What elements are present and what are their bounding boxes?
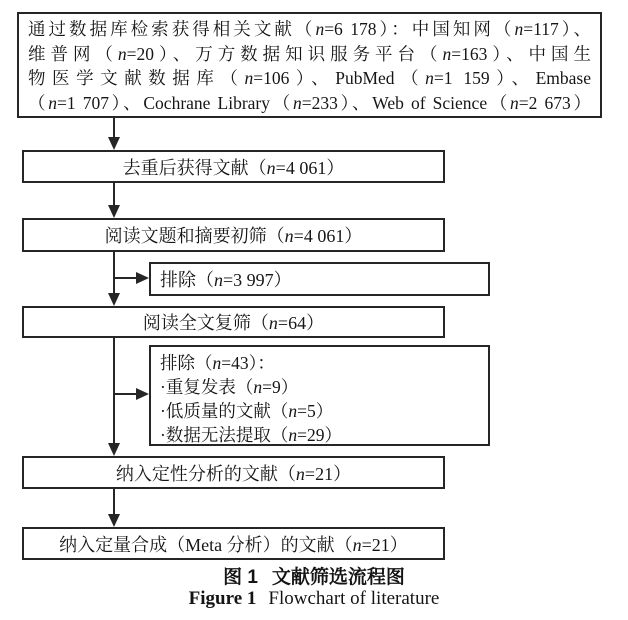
figure-number-en: Figure 1 [188,588,257,609]
arrow-source-to-dedup [108,117,120,150]
flow-box-excluded-full-text [149,345,490,446]
excluded-full-text-line-2: ·重复发表（n=9） [160,377,299,397]
figure-caption-en [0,588,628,610]
qualitative-label: 纳入定性分析的文献（n=21） [115,463,352,484]
arrow-title-abstract-to-full-text [108,251,120,306]
source-line-3: 物医学文献数据库（n=106）、PubMed（n=1 159）、Embase [28,68,591,89]
excluded-initial-label: 排除（n=3 997） [160,270,292,290]
figure-title-en: Flowchart of literature [268,588,440,609]
flow-box-qualitative [22,456,445,489]
figure-title-zh: 文献筛选流程图 [271,567,405,588]
figure-number-zh: 图 1 [223,567,258,588]
source-line-1: 通过数据库检索获得相关文献（n=6 178）：中国知网（n=117）、 [28,19,591,39]
source-line-2: 维普网（n=20）、万方数据知识服务平台（n=163）、中国生 [28,43,592,64]
quantitative-label: 纳入定量合成（Meta 分析）的文献（n=21） [59,534,408,555]
flow-box-quantitative [22,527,445,560]
source-line-4: （n=1 707）、Cochrane Library（n=233）、Web of Science（n=2 673） [28,92,591,113]
figure-caption-zh [0,562,628,589]
arrow-qualitative-to-quantitative [108,488,120,527]
flow-box-excluded-initial [149,262,490,296]
excluded-full-text-line-4: ·数据无法提取（n=29） [160,425,342,445]
excluded-full-text-line-3: ·低质量的文献（n=5） [160,401,334,421]
flow-box-database-search [17,12,602,118]
arrow-full-text-to-qualitative [108,337,120,456]
arrow-branch-excluded-full-text [114,388,149,400]
full-text-screen-label: 阅读全文复筛（n=64） [142,313,325,333]
excluded-full-text-line-1: 排除（n=43）： [160,353,275,373]
flow-box-full-text-screen [22,306,445,338]
dedup-label: 去重后获得文献（n=4 061） [122,157,345,178]
arrow-branch-excluded-initial [114,272,149,284]
arrow-dedup-to-title-abstract [108,182,120,218]
flow-box-title-abstract-screen [22,218,445,252]
flow-box-dedup [22,150,445,183]
title-abstract-screen-label: 阅读文题和摘要初筛（n=4 061） [104,226,363,246]
